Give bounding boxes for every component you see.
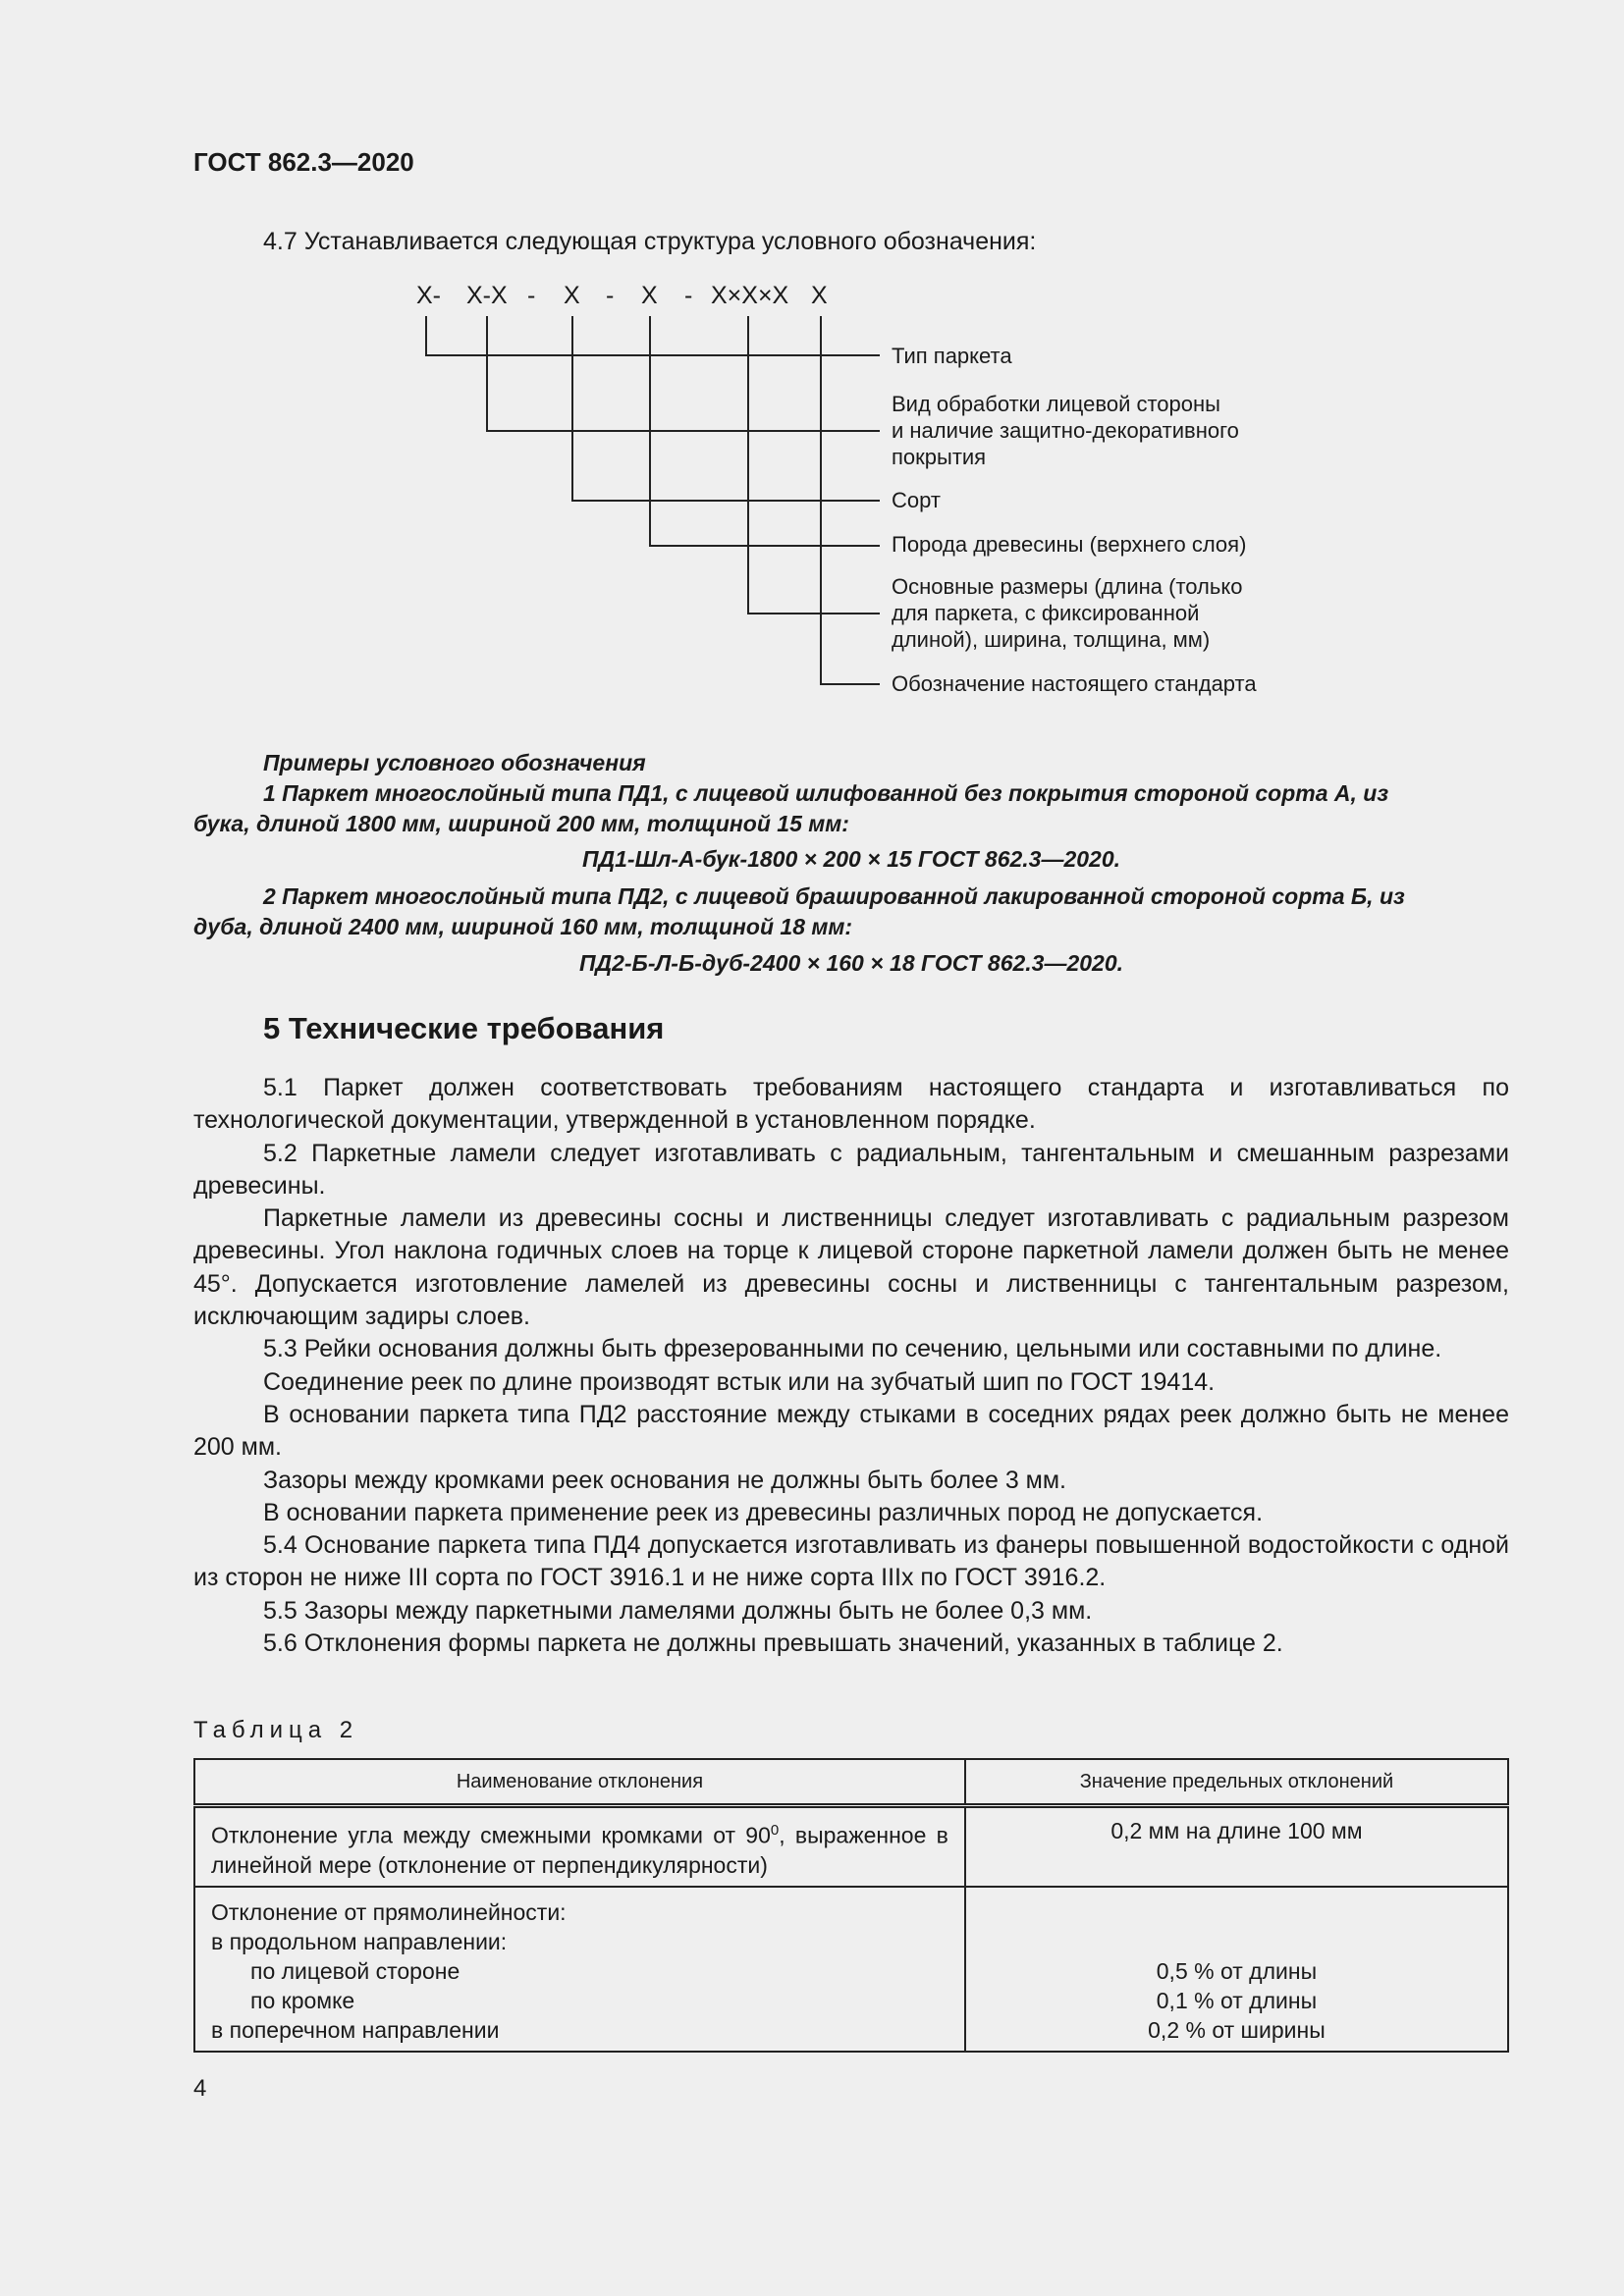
example-1-line2: бука, длиной 1800 мм, шириной 200 мм, толщиной 15 мм: [193, 811, 849, 836]
label-standard: Обозначение настоящего стандарта [892, 671, 1257, 696]
para-5-3-gaps: Зазоры между кромками реек основания не должны быть более 3 мм. [263, 1466, 1067, 1494]
para-5-1: 5.1 Паркет должен соответствовать требованиям настоящего стандарта и изготавливаться по технологической документации, утвержденной в установленном порядке. [193, 1074, 1509, 1135]
code-sep-1: - [527, 282, 536, 309]
doc-header: ГОСТ 862.3—2020 [193, 147, 414, 177]
code-part-grade: X [564, 282, 580, 309]
label-wood-species: Порода древесины (верхнего слоя) [892, 532, 1247, 557]
table-header-name: Наименование отклонения [194, 1759, 965, 1806]
table-2-caption: Таблица 2 [193, 1717, 359, 1743]
label-grade: Сорт [892, 488, 941, 512]
para-5-6: 5.6 Отклонения формы паркета не должны превышать значений, указанных в таблице 2. [263, 1629, 1283, 1658]
para-5-4: 5.4 Основание паркета типа ПД4 допускается изготавливать из фанеры повышенной водостойкости с одной из сторон не ниже III сорта по ГОСТ 3916.1 и не ниже сорта IIIх по ГОСТ 3916.2. [193, 1531, 1509, 1592]
section-4-7-intro: 4.7 Устанавливается следующая структура условного обозначения: [263, 228, 1037, 255]
page-number: 4 [193, 2075, 207, 2102]
code-part-dimensions: X×X×X [711, 282, 789, 309]
table-2 [193, 1758, 1509, 2053]
table-row [194, 1806, 1508, 1887]
examples-title: Примеры условного обозначения [263, 750, 646, 775]
para-5-3-species: В основании паркета применение реек из древесины различных пород не допускается. [263, 1498, 1264, 1526]
table-row [194, 1887, 1508, 2052]
section-5-heading: 5 Технические требования [263, 1011, 665, 1045]
label-dimensions-line3: длиной), ширина, толщина, мм) [892, 627, 1211, 652]
para-5-3: 5.3 Рейки основания должны быть фрезерованными по сечению, цельными или составными по длине. [263, 1335, 1442, 1363]
row2-values: 0,5 % от длины 0,1 % от длины 0,2 % от ширины [965, 1887, 1508, 2052]
example-2-line1: 2 Паркет многослойный типа ПД2, с лицевой брашированной лакированной стороной сорта Б, из [263, 883, 1405, 909]
code-part-wood: X [641, 282, 658, 309]
row2-name: Отклонение от прямолинейности: в продольном направлении: по лицевой стороне по кромке в поперечном направлении [194, 1887, 965, 2052]
para-5-3-joint: Соединение реек по длине производят встык или на зубчатый шип по ГОСТ 19414. [263, 1367, 1216, 1396]
label-finish-line1: Вид обработки лицевой стороны [892, 392, 1220, 416]
para-5-2-cont: Паркетные ламели из древесины сосны и лиственницы следует изготавливать с радиальным разрезом древесины. Угол наклона годичных слоев на торце к лицевой стороне паркетной ламели должен быть не менее 45°. Допускается изготовление ламелей из древесины сосны и лиственницы с тангентальным разрезом, исключающим задиры слоев. [193, 1204, 1509, 1331]
para-5-5: 5.5 Зазоры между паркетными ламелями должны быть не более 0,3 мм. [263, 1596, 1093, 1625]
example-1-code: ПД1-Шл-А-бук-1800 × 200 × 15 ГОСТ 862.3—2020. [581, 846, 1121, 872]
label-dimensions-line2: для паркета, с фиксированной [892, 601, 1200, 625]
label-dimensions-line1: Основные размеры (длина (только [892, 574, 1243, 599]
label-parquet-type: Тип паркета [892, 344, 1012, 368]
row1-value: 0,2 мм на длине 100 мм [965, 1806, 1508, 1887]
code-part-standard: X [811, 282, 828, 309]
table-header-value: Значение предельных отклонений [965, 1759, 1508, 1806]
label-finish-line3: покрытия [892, 445, 987, 469]
example-2-line2: дуба, длиной 2400 мм, шириной 160 мм, толщиной 18 мм: [193, 914, 853, 939]
designation-diagram-lines [0, 0, 1624, 746]
label-finish-line2: и наличие защитно-декоративного [892, 418, 1239, 443]
code-part-type: X- [416, 282, 441, 309]
example-2-code: ПД2-Б-Л-Б-дуб-2400 × 160 × 18 ГОСТ 862.3—2020. [578, 950, 1124, 976]
code-part-finish: X-X [466, 282, 508, 309]
table-header-row [194, 1759, 1508, 1806]
code-sep-3: - [684, 282, 693, 309]
para-5-3-pd2: В основании паркета типа ПД2 расстояние между стыками в соседних рядах реек должно быть не менее 200 мм. [193, 1400, 1509, 1462]
row1-name: Отклонение угла между смежными кромками от $90^0$, выраженное в линейной мере (отклонение от перпендикулярности) [194, 1806, 965, 1887]
example-1-line1: 1 Паркет многослойный типа ПД1, с лицевой шлифованной без покрытия стороной сорта А, из [263, 780, 1389, 806]
section-5-body [193, 1072, 1509, 1660]
para-5-2: 5.2 Паркетные ламели следует изготавливать с радиальным, тангентальным и смешанным разрезами древесины. [193, 1139, 1509, 1200]
code-sep-2: - [606, 282, 615, 309]
